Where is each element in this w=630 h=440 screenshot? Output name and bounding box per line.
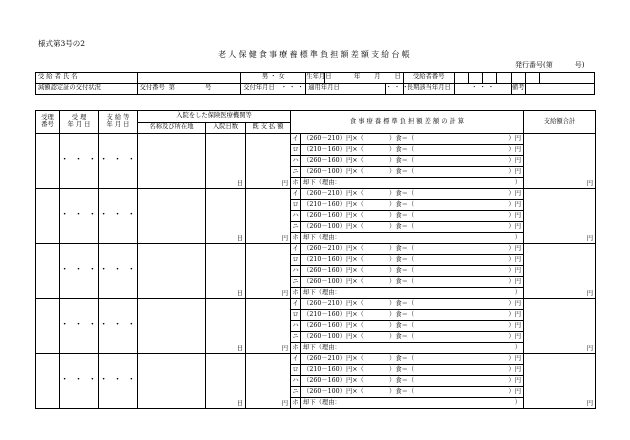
calc-row-formula[interactable] [301,222,524,233]
birth-day-label: 日 [394,73,401,81]
calc-row-text: （260－210）円×（ [303,354,364,362]
calc-row-text: 却下（理由： [303,233,341,241]
calc-row-formula[interactable] [301,332,524,343]
entry-receipt-number-field[interactable] [36,189,60,244]
calc-row-formula[interactable] [301,277,524,288]
calc-row-text: （260－160）円×（ [303,266,364,274]
calc-row-meal: ）食＝（ [389,332,415,340]
calc-row-formula[interactable] [301,288,524,299]
entry-payment-date-dots: ・ ・ ・ [99,320,137,331]
calc-row-meal: ）食＝（ [389,365,415,373]
calc-row-end: ） [514,288,522,296]
calc-row-end: ）円 [508,255,522,263]
recipient-number-digit-4[interactable] [497,73,511,84]
calculation-header: 食 事 療 養 標 準 負 担 額 差 額 の 計 算 [291,111,524,134]
calc-row-text: （260－210）円×（ [303,189,364,197]
payment-date-header [99,111,138,134]
calc-row-end: ）円 [508,266,522,274]
calc-row-formula[interactable] [301,189,524,200]
calc-row-text: （210－160）円×（ [303,255,364,263]
entry-hospital-days-field[interactable] [206,354,246,409]
sex-options: 男 ・ 女 [261,73,285,81]
calc-row-meal: ）食＝（ [389,299,415,307]
calc-row-end: ）円 [508,200,522,208]
entry-total-field[interactable] [524,244,596,299]
entry-receipt-date-field[interactable] [60,189,99,244]
calc-row-end: ）円 [508,222,522,230]
entry-paid-amount-field[interactable] [246,354,291,409]
issue-no-go: 号 [205,84,212,92]
entry-5-row-1 [36,354,596,365]
calc-row-formula[interactable] [301,354,524,365]
entry-total-field[interactable] [524,354,596,409]
entry-receipt-date-dots: ・ ・ ・ [60,155,98,166]
calc-row-label: ニ [291,277,301,288]
entry-hospital-name-field[interactable] [138,134,206,189]
calc-row-meal: ）食＝（ [389,244,415,252]
receipt-date-header-line2: 年 月 日 [67,121,91,128]
calc-row-end: ） [514,398,522,406]
calc-row-meal: ）食＝（ [389,134,415,142]
entry-hospital-name-field[interactable] [138,354,206,409]
entry-receipt-date-field[interactable] [60,354,99,409]
calc-row-label: ハ [291,376,301,387]
entry-payment-date-dots: ・ ・ ・ [99,155,137,166]
calc-row-end: ）円 [508,365,522,373]
entry-receipt-date-dots: ・ ・ ・ [60,320,98,331]
calc-row-label: ニ [291,167,301,178]
entry-paid-yen-unit: 円 [281,400,289,408]
calc-row-formula[interactable] [301,387,524,398]
entry-total-yen-unit: 円 [586,180,594,188]
recipient-name-label: 受 給 者 氏 名 [36,73,138,84]
entry-payment-date-dots: ・ ・ ・ [99,265,137,276]
entry-receipt-date-field[interactable] [60,134,99,189]
entry-hospital-days-field[interactable] [206,244,246,299]
calc-row-meal: ）食＝（ [389,277,415,285]
entry-payment-date-dots: ・ ・ ・ [99,375,137,386]
entry-paid-amount-field[interactable] [246,189,291,244]
entry-total-field[interactable] [524,189,596,244]
calc-row-label: ハ [291,156,301,167]
calc-row-label: ニ [291,387,301,398]
birth-date-field[interactable] [324,73,403,84]
calc-row-end: ）円 [508,376,522,384]
recipient-number-digit-3[interactable] [483,73,497,84]
calc-row-end: ）円 [508,277,522,285]
calc-row-text: （260－100）円×（ [303,222,364,230]
receipt-number-header [36,111,60,134]
calc-row-end: ）円 [508,321,522,329]
calc-row-label: ホ [291,288,301,299]
calc-row-label: ロ [291,365,301,376]
calc-row-label: ハ [291,211,301,222]
hospital-name-header: 名称及び所在地 [138,122,206,134]
calc-row-text: 却下（理由： [303,343,341,351]
calc-row-formula[interactable] [301,376,524,387]
calc-row-text: （260－160）円×（ [303,211,364,219]
calc-row-label: ハ [291,321,301,332]
issue-date-dots: ・ ・ ・ [280,84,304,92]
entry-total-field[interactable] [524,299,596,354]
entry-receipt-date-dots: ・ ・ ・ [60,210,98,221]
calc-row-meal: ）食＝（ [389,145,415,153]
calc-row-end: ） [514,343,522,351]
calc-row-text: （210－160）円×（ [303,145,364,153]
calc-row-label: ロ [291,200,301,211]
entry-payment-date-field[interactable] [99,189,138,244]
calc-row-meal: ）食＝（ [389,387,415,395]
calc-row-formula[interactable] [301,244,524,255]
calc-row-formula[interactable] [301,156,524,167]
entry-receipt-number-field[interactable] [36,134,60,189]
paid-amount-header: 既 支 払 額 [246,122,291,134]
applicable-date-label: 適用年月日 [306,83,385,94]
entry-payment-date-field[interactable] [99,299,138,354]
entry-hospital-days-field[interactable] [206,189,246,244]
calc-row-formula[interactable] [301,255,524,266]
calc-row-label: ハ [291,266,301,277]
calc-row-meal: ）食＝（ [389,211,415,219]
payment-date-header-line2: 年 月 日 [106,121,130,128]
issue-number-suffix: 号) [574,61,585,69]
calc-row-end: ）円 [508,134,522,142]
recipient-number-digit-2[interactable] [468,73,482,84]
issue-number [515,60,584,70]
calc-row-end: ）円 [508,310,522,318]
calc-row-formula[interactable] [301,134,524,145]
calc-row-text: （260－210）円×（ [303,299,364,307]
entry-day-unit: 日 [236,345,243,353]
calc-row-text: （210－160）円×（ [303,200,364,208]
birth-month-label: 月 [374,73,381,81]
entry-day-unit: 日 [236,180,243,188]
receipt-number-header-line1: 受理 [41,114,54,122]
entry-receipt-date-dots: ・ ・ ・ [60,375,98,386]
remarks-field[interactable] [525,83,594,94]
entry-total-yen-unit: 円 [586,345,594,353]
issue-no-label: 交付番号 [139,84,165,92]
calc-row-text: （260－160）円×（ [303,376,364,384]
total-header: 支給額合計 [524,111,596,134]
calc-row-meal: ）食＝（ [389,255,415,263]
long-term-dots: ・ ・ ・ [471,84,495,92]
issue-date-label: 交付年月日 [243,84,275,92]
payment-ledger-table [35,110,596,409]
calc-row-label: イ [291,134,301,145]
calc-row-formula[interactable] [301,299,524,310]
entry-hospital-days-field[interactable] [206,134,246,189]
calc-row-meal: ）食＝（ [389,222,415,230]
calc-row-text: （210－160）円×（ [303,310,364,318]
calc-row-end: ）円 [508,244,522,252]
entry-1-row-1 [36,134,596,145]
calc-row-label: イ [291,189,301,200]
entry-receipt-date-dots: ・ ・ ・ [60,265,98,276]
entry-day-unit: 日 [236,235,243,243]
entry-payment-date-dots: ・ ・ ・ [99,210,137,221]
recipient-name-field[interactable] [137,73,241,84]
recipient-number-digit-7[interactable] [539,73,594,84]
entry-payment-date-field[interactable] [99,134,138,189]
calc-row-formula[interactable] [301,211,524,222]
calc-row-text: （260－160）円×（ [303,321,364,329]
calc-row-meal: ）食＝（ [389,200,415,208]
receipt-number-header-line2: 番号 [41,121,54,128]
calc-row-text: （260－100）円×（ [303,167,364,175]
calc-row-end: ）円 [508,167,522,175]
recipient-number-label: 受給者番号 [403,73,454,84]
calc-row-meal: ）食＝（ [389,189,415,197]
calc-row-formula[interactable] [301,145,524,156]
remarks-label: 備考 [511,83,525,94]
entry-total-field[interactable] [524,134,596,189]
calc-row-formula[interactable] [301,310,524,321]
calc-row-formula[interactable] [301,365,524,376]
entry-2-row-1 [36,189,596,200]
entry-3-row-1 [36,244,596,255]
calc-row-label: ホ [291,343,301,354]
recipient-header-table [35,72,595,95]
entry-total-yen-unit: 円 [586,400,594,408]
calc-row-meal: ）食＝（ [389,167,415,175]
calc-row-label: イ [291,244,301,255]
calc-row-meal: ）食＝（ [389,321,415,329]
calc-row-meal: ）食＝（ [389,354,415,362]
entry-hospital-name-field[interactable] [138,244,206,299]
calc-row-label: ホ [291,398,301,409]
calc-row-text: （260－100）円×（ [303,387,364,395]
calc-row-text: 却下（理由： [303,178,341,186]
entry-paid-yen-unit: 円 [281,345,289,353]
issue-number-field[interactable] [137,83,241,94]
calc-row-label: ロ [291,145,301,156]
recipient-number-digit-6[interactable] [525,73,539,84]
payment-date-header-line1: 支 給 等 [106,114,130,122]
certificate-status-label: 減額認定証の交付状況 [36,83,138,94]
entry-payment-date-field[interactable] [99,244,138,299]
calc-row-end: ）円 [508,354,522,362]
long-term-label: 長期該当年月日 [403,83,454,94]
calc-row-text: （260－210）円×（ [303,134,364,142]
applicable-date-field[interactable] [385,83,409,94]
entry-hospital-days-field[interactable] [206,299,246,354]
calc-row-text: （260－100）円×（ [303,332,364,340]
calc-row-formula[interactable] [301,200,524,211]
birth-year-label: 年 [353,73,361,81]
calc-row-end: ） [514,178,522,186]
calc-row-end: ）円 [508,145,522,153]
entry-receipt-date-field[interactable] [60,244,99,299]
receipt-date-header-line1: 受 理 [71,114,87,122]
calc-row-meal: ）食＝（ [389,266,415,274]
entry-total-yen-unit: 円 [586,290,594,298]
entry-hospital-name-field[interactable] [138,189,206,244]
calc-row-formula[interactable] [301,398,524,409]
issue-date-field[interactable] [241,83,306,94]
calc-row-label: イ [291,299,301,310]
calc-row-label: ホ [291,233,301,244]
entry-receipt-number-field[interactable] [36,299,60,354]
calc-row-end: ）円 [508,156,522,164]
long-term-field[interactable] [454,83,511,94]
entry-day-unit: 日 [236,400,243,408]
receipt-date-header [60,111,99,134]
entry-paid-yen-unit: 円 [281,290,289,298]
calc-row-text: （210－160）円×（ [303,365,364,373]
calc-row-text: （260－100）円×（ [303,277,364,285]
birth-date-label: 生年月日 [306,73,324,84]
calc-row-meal: ）食＝（ [389,310,415,318]
entry-paid-amount-field[interactable] [246,134,291,189]
calc-row-end: ）円 [508,332,522,340]
form-number: 様式第3号の2 [38,39,86,48]
entry-paid-amount-field[interactable] [246,244,291,299]
calc-row-end: ）円 [508,387,522,395]
hospital-header: 入院をした保険医療機関等 [138,111,291,123]
calc-row-label: ニ [291,222,301,233]
issue-number-prefix: 発行番号(第 [515,61,553,69]
sex-field[interactable] [241,73,306,84]
applicable-date-dots: ・ ・ ・ [385,84,409,92]
calc-row-text: 却下（理由： [303,288,341,296]
calc-row-text: （260－210）円×（ [303,244,364,252]
entry-day-unit: 日 [236,290,243,298]
calc-row-end: ）円 [508,189,522,197]
calc-row-formula[interactable] [301,343,524,354]
entry-paid-yen-unit: 円 [281,180,289,188]
entry-paid-yen-unit: 円 [281,235,289,243]
calc-row-end: ）円 [508,211,522,219]
calc-row-label: ロ [291,255,301,266]
recipient-number-digit-1[interactable] [454,73,468,84]
calc-row-formula[interactable] [301,178,524,189]
calc-row-text: （260－160）円×（ [303,156,364,164]
calc-row-end: ）円 [508,299,522,307]
calc-row-formula[interactable] [301,167,524,178]
calc-row-label: イ [291,354,301,365]
entry-paid-amount-field[interactable] [246,299,291,354]
recipient-number-digit-5[interactable] [511,73,525,84]
entry-total-yen-unit: 円 [586,235,594,243]
entry-receipt-number-field[interactable] [36,354,60,409]
calc-row-label: ニ [291,332,301,343]
entry-payment-date-field[interactable] [99,354,138,409]
hospital-days-header: 入院日数 [206,122,246,134]
entry-receipt-number-field[interactable] [36,244,60,299]
calc-row-end: ） [514,233,522,241]
calc-row-formula[interactable] [301,233,524,244]
entry-receipt-date-field[interactable] [60,299,99,354]
calc-row-meal: ）食＝（ [389,156,415,164]
calc-row-text: 却下（理由： [303,398,341,406]
document-title: 老人保健食事療養標準負担額差額支給台帳 [218,50,412,59]
calc-row-meal: ）食＝（ [389,376,415,384]
calc-row-label: ロ [291,310,301,321]
entry-hospital-name-field[interactable] [138,299,206,354]
calc-row-formula[interactable] [301,321,524,332]
entry-4-row-1 [36,299,596,310]
calc-row-label: ホ [291,178,301,189]
issue-no-dai: 第 [168,84,176,92]
calc-row-formula[interactable] [301,266,524,277]
